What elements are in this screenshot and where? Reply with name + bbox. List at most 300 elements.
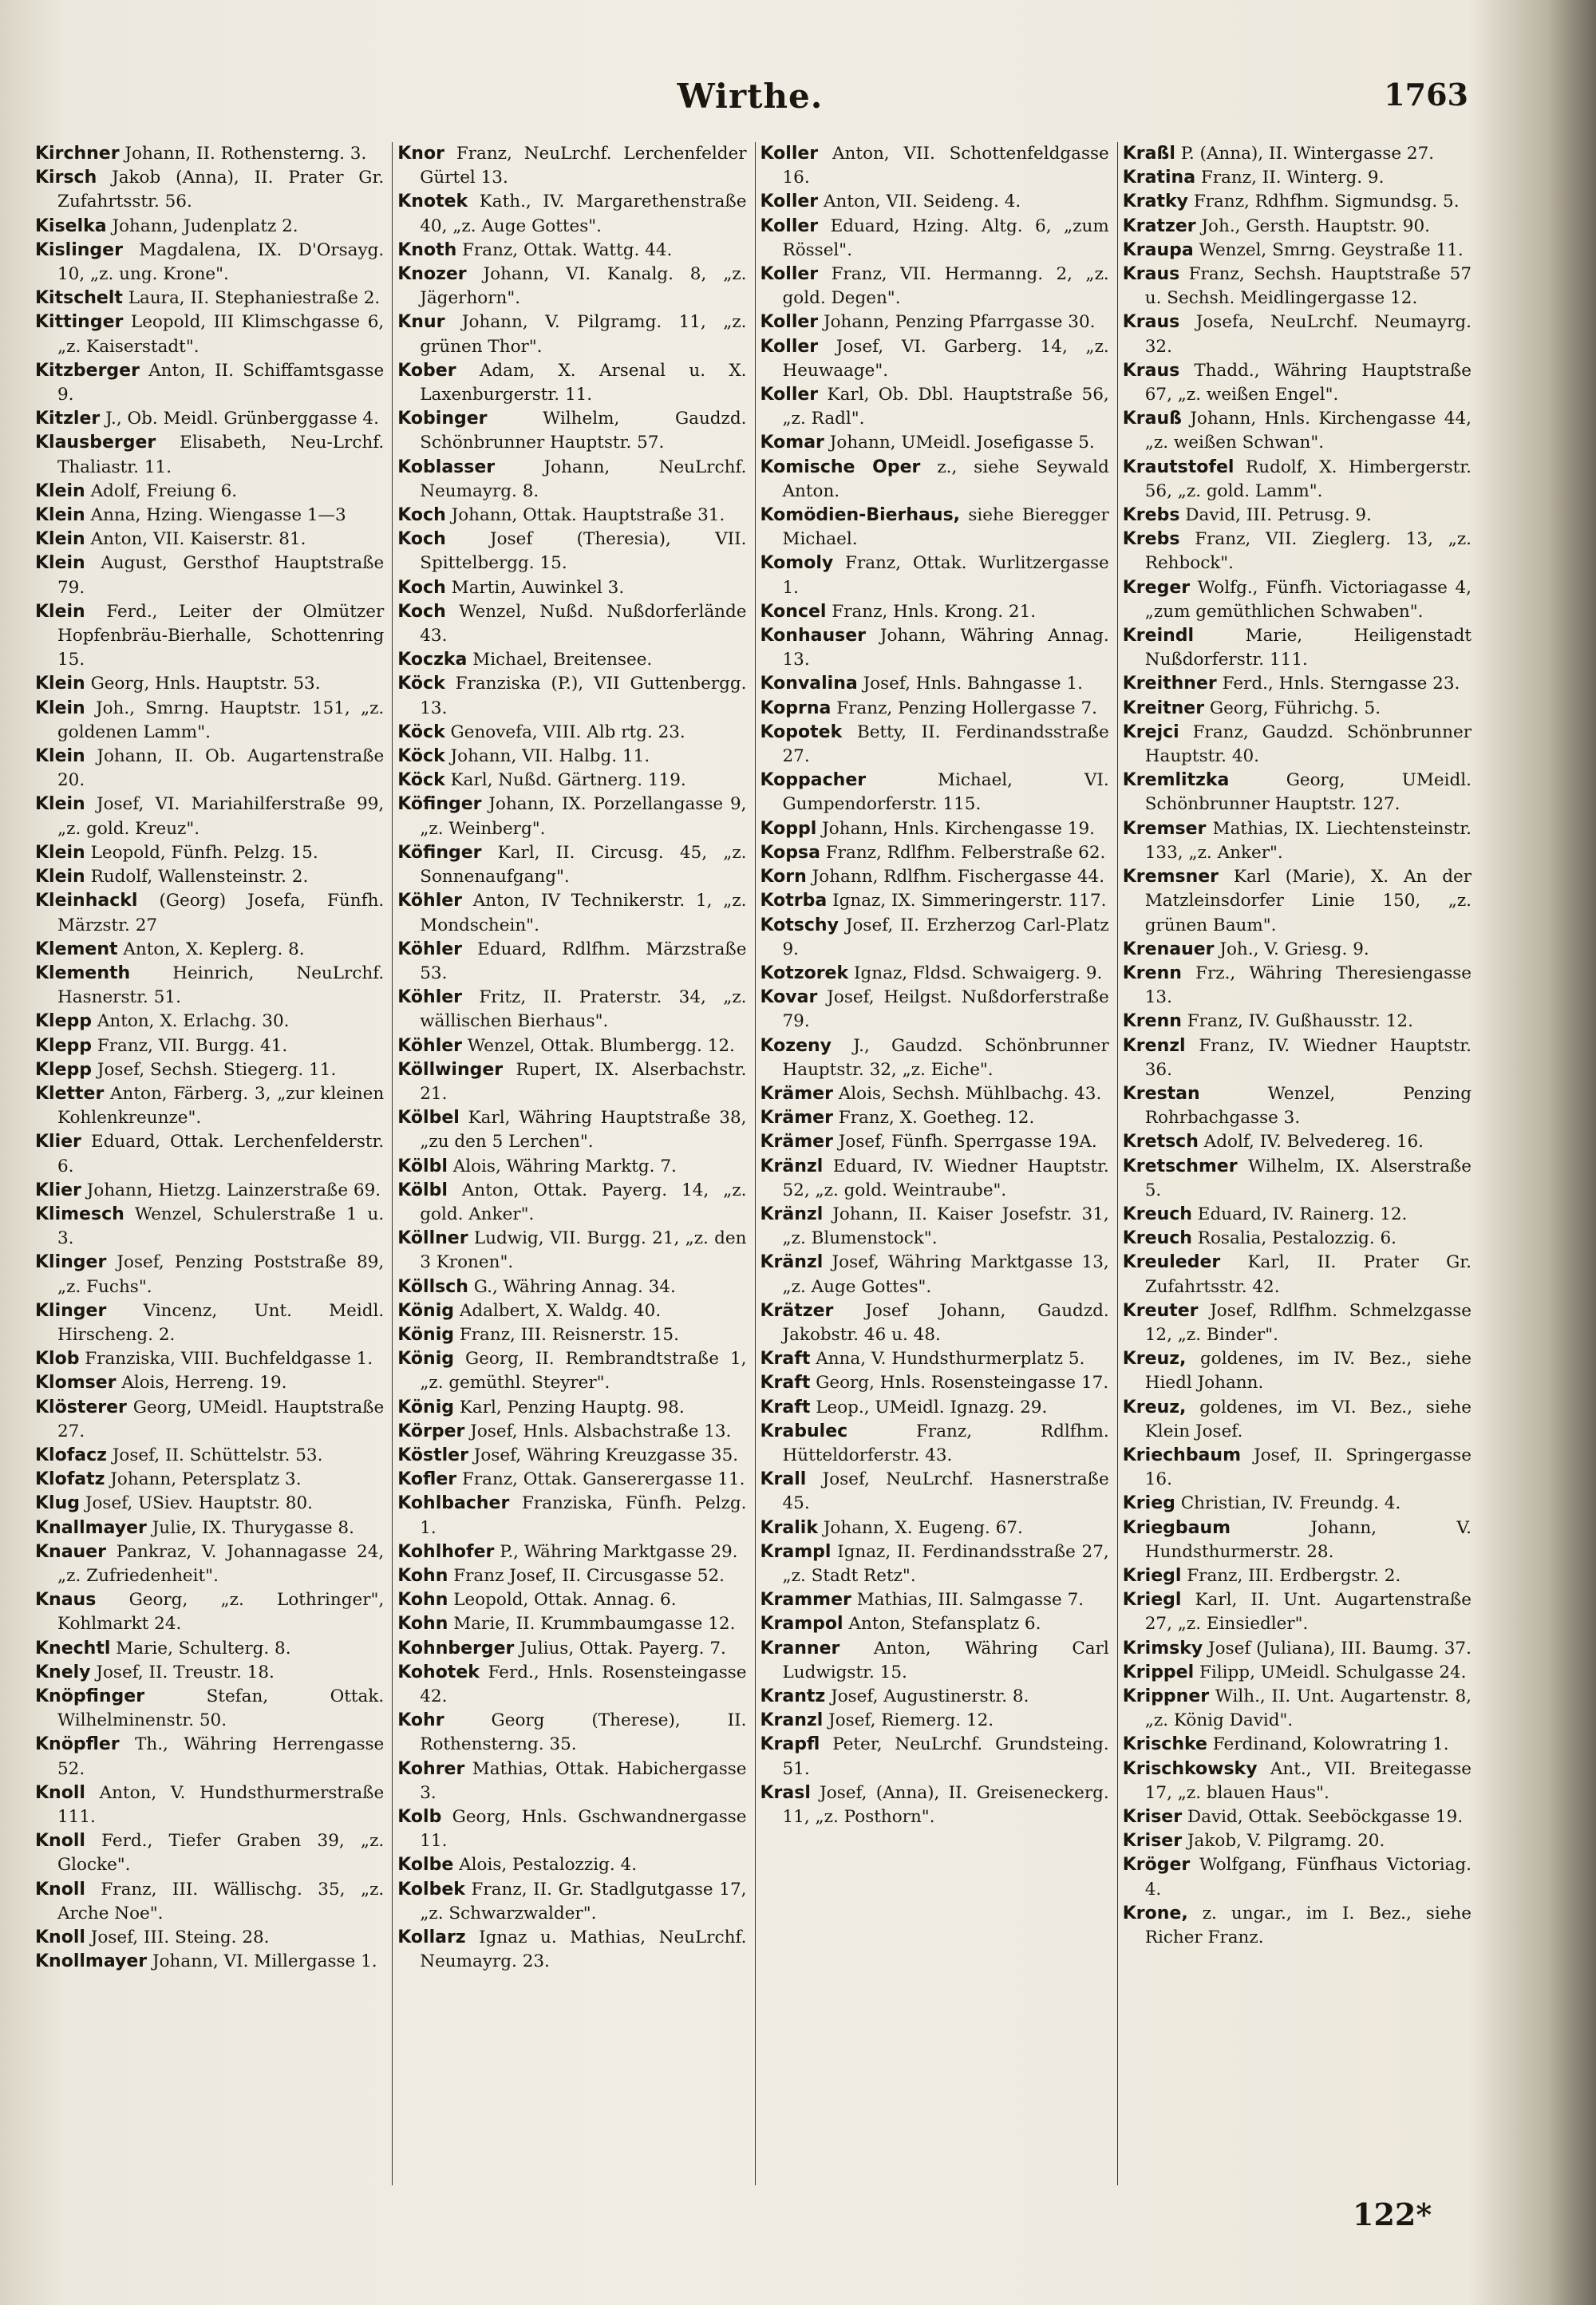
- entry-name: Knur: [397, 312, 445, 333]
- entry-name: Komoly: [760, 553, 834, 574]
- entry-details: Eduard, IV. Rainerg. 12.: [1197, 1204, 1408, 1224]
- entry-name: Kranner: [760, 1638, 840, 1659]
- directory-entry: [35, 793, 384, 840]
- entry-details: Franz, X. Goetheg. 12.: [838, 1108, 1035, 1129]
- entry-details: Johann, NeuLrchf. Neumayrg. 8.: [420, 457, 747, 501]
- entry-details: Anton, VII. Schottenfeldgasse 16.: [782, 144, 1109, 188]
- directory-entry: [397, 1637, 746, 1661]
- directory-entry: [760, 310, 1109, 334]
- entry-name: Krantz: [760, 1686, 826, 1706]
- directory-entry: [397, 745, 746, 769]
- entry-details: Ferd., Leiter der Olmützer Hopfenbräu-Bierhalle, Schottenring 15.: [57, 601, 385, 670]
- directory-entry: [1123, 528, 1472, 575]
- entry-details: Josef, Sechsh. Stiegerg. 11.: [97, 1059, 337, 1080]
- entry-name: Kraft: [760, 1373, 811, 1394]
- directory-entry: [397, 769, 746, 793]
- entry-name: Klob: [35, 1349, 80, 1370]
- directory-entry: [760, 1612, 1109, 1636]
- directory-entry: [35, 166, 384, 214]
- directory-entry: [397, 239, 746, 263]
- entry-name: Klein: [35, 505, 85, 526]
- entry-details: Julius, Ottak. Payerg. 7.: [519, 1638, 726, 1659]
- entry-details: Eduard, Rdlfhm. Märzstraße 53.: [420, 939, 747, 983]
- entry-name: König: [397, 1397, 454, 1417]
- directory-entry: [397, 793, 746, 840]
- entry-name: Knoth: [397, 239, 457, 260]
- entry-name: Koch: [397, 529, 446, 550]
- entry-details: Jakob, V. Pilgramg. 20.: [1187, 1831, 1385, 1852]
- entry-details: z., siehe Seywald Anton.: [782, 457, 1109, 501]
- directory-entry: [35, 1492, 384, 1516]
- entry-details: Franz, Hnls. Krong. 21.: [832, 601, 1037, 622]
- entry-name: Kolbe: [397, 1855, 454, 1876]
- directory-entry: [1123, 1347, 1472, 1395]
- entry-name: König: [397, 1349, 454, 1370]
- entry-name: Klementh: [35, 963, 131, 983]
- entry-name: Kohrer: [397, 1758, 465, 1779]
- entry-name: Komödien-Bierhaus,: [760, 505, 961, 526]
- entry-name: Kölbl: [397, 1156, 448, 1176]
- directory-entry: [760, 456, 1109, 504]
- entry-details: Johann, Hnls. Kirchengasse 44, „z. weißen Schwan".: [1144, 409, 1472, 453]
- entry-details: Stefan, Ottak. Wilhelminenstr. 50.: [57, 1686, 385, 1731]
- entry-name: Kriser: [1122, 1807, 1183, 1828]
- entry-name: Klein: [35, 867, 85, 888]
- entry-details: Franz, Ottak. Ganserergasse 11.: [461, 1469, 745, 1490]
- entry-details: Josef, Hnls. Alsbachstraße 13.: [470, 1421, 732, 1441]
- entry-name: Köhler: [397, 987, 462, 1008]
- entry-details: Johann, VI. Millergasse 1.: [152, 1951, 377, 1972]
- directory-entry: [35, 1082, 384, 1130]
- directory-entry: [760, 1371, 1109, 1395]
- entry-name: Körper: [397, 1421, 465, 1441]
- entry-name: Koller: [760, 144, 819, 164]
- entry-name: Klepp: [35, 1059, 93, 1080]
- directory-entry: [397, 1444, 746, 1468]
- entry-details: Josef Johann, Gaudzd. Jakobstr. 46 u. 48.: [782, 1300, 1109, 1345]
- entry-details: Georg, Hnls. Hauptstr. 53.: [90, 674, 321, 694]
- entry-details: Josef, II. Springergasse 16.: [1144, 1445, 1472, 1490]
- entry-details: Franz Josef, II. Circusgasse 52.: [453, 1565, 725, 1586]
- directory-entry: [397, 1275, 746, 1299]
- entry-details: Alois, Sechsh. Mühlbachg. 43.: [838, 1083, 1102, 1104]
- entry-name: Klepp: [35, 1035, 93, 1056]
- entry-name: Klösterer: [35, 1397, 127, 1417]
- entry-details: Wilhelm, IX. Alserstraße 5.: [1144, 1156, 1472, 1200]
- directory-column: [392, 142, 746, 2185]
- entry-name: Kislinger: [35, 239, 123, 260]
- entry-name: Kreithner: [1122, 674, 1217, 694]
- entry-details: Josef, II. Erzherzog Carl-Platz 9.: [782, 915, 1109, 959]
- entry-name: Koppacher: [760, 770, 867, 791]
- entry-details: z. ungar., im I. Bez., siehe Richer Franz.: [1144, 1903, 1472, 1948]
- entry-name: Kraus: [1122, 264, 1180, 285]
- entry-details: Johann, Petersplatz 3.: [110, 1469, 302, 1490]
- directory-entry: [760, 1034, 1109, 1082]
- page-number: 1763: [1384, 77, 1468, 113]
- entry-name: Koller: [760, 215, 819, 236]
- entry-details: Josef, Rdlfhm. Schmelzgasse 12, „z. Binder".: [1144, 1300, 1472, 1345]
- entry-details: Franz, Ottak. Wattg. 44.: [462, 239, 673, 260]
- entry-details: Franz, II. Winterg. 9.: [1200, 168, 1385, 188]
- directory-entry: [35, 1034, 384, 1058]
- entry-name: Koller: [760, 264, 819, 285]
- directory-entry: [397, 1492, 746, 1540]
- directory-entry: [35, 1010, 384, 1034]
- directory-column: [1117, 142, 1472, 2185]
- entry-name: Köck: [397, 674, 445, 694]
- entry-name: Koczka: [397, 650, 468, 670]
- directory-entry: [1123, 1299, 1472, 1347]
- directory-entry: [1123, 166, 1472, 190]
- directory-entry: [397, 1034, 746, 1058]
- directory-entry: [35, 1685, 384, 1733]
- entry-name: Kreuch: [1122, 1204, 1192, 1224]
- entry-name: Kölbel: [397, 1108, 460, 1129]
- entry-details: Eduard, Ottak. Lerchenfelderstr. 6.: [57, 1132, 385, 1176]
- directory-entry: [397, 1323, 746, 1347]
- entry-name: Kitzler: [35, 409, 101, 429]
- entry-name: Kraus: [1122, 312, 1180, 333]
- entry-name: Kränzl: [760, 1156, 824, 1176]
- entry-details: Michael, Breitensee.: [472, 650, 653, 670]
- directory-entry: [397, 1396, 746, 1420]
- directory-entry: [397, 1347, 746, 1395]
- directory-entry: [35, 1733, 384, 1781]
- entry-name: Koller: [760, 385, 819, 405]
- directory-entry: [760, 190, 1109, 214]
- directory-entry: [1123, 1203, 1472, 1227]
- directory-entry: [35, 672, 384, 696]
- entry-name: Koller: [760, 336, 819, 357]
- entry-details: Josefa, NeuLrchf. Neumayrg. 32.: [1144, 312, 1472, 357]
- directory-entry: [35, 310, 384, 358]
- entry-details: Ferd., Hnls. Rosensteingasse 42.: [420, 1662, 747, 1706]
- entry-details: Franz, Sechsh. Hauptstraße 57 u. Sechsh. Meidlingergasse 12.: [1144, 264, 1472, 309]
- entry-details: Johann, IX. Porzellangasse 9, „z. Weinberg".: [420, 794, 747, 839]
- entry-name: Klein: [35, 698, 85, 718]
- entry-details: Georg, Hnls. Gschwandnergasse 11.: [420, 1807, 747, 1852]
- entry-details: Anton, II. Schiffamtsgasse 9.: [57, 360, 385, 405]
- directory-entry: [35, 1130, 384, 1178]
- entry-name: Kranzl: [760, 1710, 824, 1731]
- entry-name: Klinger: [35, 1252, 107, 1273]
- directory-entry: [35, 745, 384, 793]
- entry-name: Kraft: [760, 1397, 811, 1417]
- directory-entry: [35, 938, 384, 962]
- directory-entry: [397, 600, 746, 648]
- directory-entry: [397, 1299, 746, 1323]
- entry-name: Krischkowsky: [1122, 1758, 1258, 1779]
- entry-details: Josef, Heilgst. Nußdorferstraße 79.: [782, 987, 1109, 1032]
- directory-entry: [35, 1661, 384, 1685]
- directory-entry: [397, 1709, 746, 1757]
- entry-name: Kraus: [1122, 360, 1180, 381]
- directory-entry: [35, 1878, 384, 1926]
- directory-entry: [35, 359, 384, 407]
- entry-details: J., Ob. Meidl. Grünberggasse 4.: [105, 409, 379, 429]
- entry-details: Ignaz, Fldsd. Schwaigerg. 9.: [853, 963, 1103, 983]
- entry-details: Anton, Währing Carl Ludwigstr. 15.: [782, 1638, 1109, 1682]
- entry-name: Kohn: [397, 1590, 448, 1611]
- directory-entry: [397, 1058, 746, 1106]
- entry-name: Kränzl: [760, 1204, 824, 1224]
- directory-entry: [1123, 1902, 1472, 1950]
- entry-details: Jakob (Anna), II. Prater Gr. Zufahrtsstr. 56.: [57, 168, 385, 212]
- entry-details: Franz, IV. Wiedner Hauptstr. 36.: [1144, 1035, 1472, 1080]
- directory-entry: [760, 889, 1109, 913]
- entry-name: Krätzer: [760, 1300, 834, 1321]
- entry-details: Franz, Rdhfhm. Sigmundsg. 5.: [1193, 192, 1460, 212]
- entry-name: Klement: [35, 939, 118, 959]
- directory-entry: [1123, 576, 1472, 624]
- directory-entry: [35, 407, 384, 431]
- entry-name: Komar: [760, 433, 824, 453]
- entry-name: Kraßl: [1122, 144, 1175, 164]
- entry-name: Kriser: [1122, 1831, 1183, 1852]
- directory-entry: [397, 310, 746, 358]
- directory-entry: [1123, 1853, 1472, 1901]
- directory-entry: [1123, 142, 1472, 166]
- entry-name: Klepp: [35, 1011, 93, 1032]
- directory-entry: [1123, 1492, 1472, 1516]
- entry-details: Johann, II. Rothensterng. 3.: [124, 144, 367, 164]
- directory-entry: [35, 1781, 384, 1829]
- entry-details: Adam, X. Arsenal u. X. Laxenburgerstr. 11.: [420, 360, 747, 405]
- entry-name: Knöpfinger: [35, 1686, 145, 1706]
- directory-entry: [760, 962, 1109, 986]
- directory-entry: [35, 865, 384, 889]
- entry-name: Kopsa: [760, 842, 820, 863]
- entry-name: Klein: [35, 674, 85, 694]
- entry-name: Kirsch: [35, 168, 97, 188]
- entry-name: Kreitner: [1122, 698, 1205, 718]
- entry-details: Ludwig, VII. Burgg. 21, „z. den 3 Kronen".: [420, 1228, 747, 1273]
- entry-name: Klausberger: [35, 433, 156, 453]
- entry-details: Leopold, III Klimschgasse 6, „z. Kaiserstadt".: [57, 312, 385, 357]
- directory-entry: [35, 142, 384, 166]
- entry-name: Koppl: [760, 818, 817, 839]
- directory-entry: [760, 1155, 1109, 1203]
- directory-entry: [35, 1179, 384, 1203]
- entry-details: goldenes, im VI. Bez., siehe Klein Josef.: [1144, 1397, 1472, 1441]
- entry-details: Georg, Hnls. Rosensteingasse 17.: [816, 1373, 1109, 1394]
- entry-name: Kletter: [35, 1083, 105, 1104]
- directory-column: [755, 142, 1109, 2185]
- entry-name: Kozeny: [760, 1035, 832, 1056]
- entry-name: Krämer: [760, 1108, 833, 1129]
- entry-name: Kohlbacher: [397, 1493, 510, 1514]
- entry-details: Johann, Penzing Pfarrgasse 30.: [823, 312, 1096, 333]
- entry-name: Kohn: [397, 1614, 448, 1635]
- entry-details: siehe Bieregger Michael.: [782, 505, 1109, 550]
- entry-name: Krautstofel: [1122, 457, 1235, 477]
- directory-entry: [1123, 407, 1472, 455]
- entry-name: Kreuleder: [1122, 1252, 1221, 1273]
- directory-entry: [35, 1637, 384, 1661]
- entry-details: P., Währing Marktgasse 29.: [500, 1541, 738, 1562]
- entry-name: Kreindl: [1122, 626, 1195, 646]
- entry-name: Krejci: [1122, 722, 1179, 742]
- entry-name: Krapfl: [760, 1734, 820, 1755]
- directory-entry: [397, 1878, 746, 1926]
- entry-details: Wilh., II. Unt. Augartenstr. 8, „z. König David".: [1144, 1686, 1472, 1731]
- entry-details: Adolf, IV. Belvedereg. 16.: [1203, 1132, 1424, 1152]
- directory-entry: [397, 1468, 746, 1492]
- entry-details: Josef, II. Schüttelstr. 53.: [112, 1445, 323, 1465]
- entry-name: Krall: [760, 1469, 807, 1490]
- entry-details: Franz, Gaudzd. Schönbrunner Hauptstr. 40.: [1144, 722, 1472, 767]
- entry-details: Rupert, IX. Alserbachstr. 21.: [420, 1059, 747, 1104]
- entry-name: Köllner: [397, 1228, 468, 1249]
- directory-entry: [1123, 1733, 1472, 1757]
- entry-name: Krippner: [1122, 1686, 1210, 1706]
- entry-details: Johann, V. Pilgramg. 11, „z. grünen Thor".: [420, 312, 747, 357]
- directory-entry: [760, 986, 1109, 1034]
- entry-name: Klein: [35, 553, 85, 574]
- directory-entry: [35, 1203, 384, 1251]
- entry-details: Josef (Theresia), VII. Spittelbergg. 15.: [420, 529, 747, 574]
- entry-name: Kretsch: [1122, 1132, 1199, 1152]
- directory-entry: [35, 1540, 384, 1588]
- entry-details: Karl, Penzing Hauptg. 98.: [459, 1397, 685, 1417]
- entry-details: Franziska, VIII. Buchfeldgasse 1.: [85, 1349, 373, 1370]
- entry-details: Anton, X. Erlachg. 30.: [97, 1011, 290, 1032]
- entry-name: König: [397, 1324, 454, 1345]
- directory-entry: [397, 721, 746, 745]
- entry-name: Krampl: [760, 1541, 832, 1562]
- directory-entry: [760, 1299, 1109, 1347]
- entry-name: Kratzer: [1122, 215, 1196, 236]
- entry-name: Klein: [35, 529, 85, 550]
- directory-entry: [760, 672, 1109, 696]
- directory-entry: [760, 1396, 1109, 1420]
- directory-entry: [760, 1733, 1109, 1781]
- entry-name: Kirchner: [35, 144, 120, 164]
- directory-entry: [760, 552, 1109, 599]
- directory-entry: [760, 1709, 1109, 1733]
- directory-entry: [760, 769, 1109, 816]
- entry-details: Franz, VII. Burgg. 41.: [97, 1035, 288, 1056]
- entry-details: Karl, II. Unt. Augartenstraße 27, „z. Einsiedler".: [1144, 1590, 1472, 1635]
- entry-details: Josef, Währing Kreuzgasse 35.: [473, 1445, 739, 1465]
- entry-details: Wenzel, Smrng. Geystraße 11.: [1199, 239, 1464, 260]
- directory-entry: [760, 865, 1109, 889]
- directory-entry: [760, 1468, 1109, 1516]
- entry-name: Kreuz,: [1122, 1397, 1187, 1417]
- directory-entry: [35, 1926, 384, 1950]
- directory-entry: [1123, 456, 1472, 504]
- entry-name: Krimsky: [1122, 1638, 1203, 1659]
- entry-name: Komische Oper: [760, 457, 921, 477]
- directory-entry: [760, 1082, 1109, 1106]
- entry-details: Ignaz, IX. Simmeringerstr. 117.: [832, 891, 1107, 911]
- entry-name: Kohnberger: [397, 1638, 515, 1659]
- entry-details: J., Gaudzd. Schönbrunner Hauptstr. 32, „z. Eiche".: [782, 1035, 1109, 1080]
- entry-details: Anton, Stefansplatz 6.: [848, 1614, 1041, 1635]
- entry-details: Josef, II. Treustr. 18.: [96, 1662, 275, 1682]
- entry-name: Kovar: [760, 987, 818, 1008]
- entry-name: Krebs: [1122, 529, 1180, 550]
- entry-name: Kratky: [1122, 192, 1188, 212]
- entry-details: Franz, NeuLrchf. Lerchenfelder Gürtel 13.: [420, 144, 747, 188]
- directory-entry: [35, 1516, 384, 1540]
- entry-details: Johann, VI. Kanalg. 8, „z. Jägerhorn".: [420, 264, 747, 309]
- entry-name: Kreuter: [1122, 1300, 1199, 1321]
- page-header: [0, 77, 1500, 132]
- entry-details: Mathias, Ottak. Habichergasse 3.: [420, 1758, 747, 1803]
- entry-details: August, Gersthof Hauptstraße 79.: [57, 553, 385, 598]
- directory-entry: [397, 1564, 746, 1588]
- entry-details: Filipp, UMeidl. Schulgasse 24.: [1199, 1662, 1467, 1682]
- entry-details: Johann, Judenplatz 2.: [112, 215, 298, 236]
- entry-details: Elisabeth, Neu-Lrchf. Thaliastr. 11.: [57, 433, 385, 477]
- directory-entry: [760, 335, 1109, 383]
- entry-details: Josef, Penzing Poststraße 89, „z. Fuchs".: [57, 1252, 385, 1297]
- directory-entry: [1123, 359, 1472, 407]
- directory-entry: [397, 456, 746, 504]
- entry-name: Kreuz,: [1122, 1349, 1187, 1370]
- entry-name: Knechtl: [35, 1638, 111, 1659]
- entry-name: Kohn: [397, 1565, 448, 1586]
- entry-name: Klein: [35, 842, 85, 863]
- entry-name: Klein: [35, 794, 85, 815]
- entry-name: Kriegl: [1122, 1590, 1182, 1611]
- entry-name: Knoll: [35, 1879, 85, 1900]
- entry-details: David, III. Petrusg. 9.: [1185, 505, 1372, 526]
- entry-name: Kröger: [1122, 1855, 1191, 1876]
- entry-name: Korn: [760, 867, 807, 888]
- entry-name: Kofler: [397, 1469, 457, 1490]
- directory-entry: [1123, 1130, 1472, 1154]
- entry-name: Klier: [35, 1132, 81, 1152]
- entry-details: Franz, III. Reisnerstr. 15.: [459, 1324, 679, 1345]
- entry-details: Leop., UMeidl. Ignazg. 29.: [816, 1397, 1048, 1417]
- entry-details: Josef, (Anna), II. Greiseneckerg. 11, „z. Posthorn".: [782, 1782, 1109, 1828]
- directory-entry: [397, 1155, 746, 1179]
- directory-entry: [760, 1781, 1109, 1829]
- entry-name: Krenauer: [1122, 939, 1215, 959]
- entry-details: Vincenz, Unt. Meidl. Hirscheng. 2.: [57, 1300, 385, 1345]
- directory-entry: [1123, 504, 1472, 528]
- entry-details: Mathias, III. Salmgasse 7.: [856, 1590, 1084, 1611]
- directory-entry: [1123, 1588, 1472, 1636]
- directory-entry: [760, 600, 1109, 624]
- directory-entry: [35, 841, 384, 865]
- entry-name: Kolbek: [397, 1879, 465, 1900]
- entry-details: Johann, Hnls. Kirchengasse 19.: [822, 818, 1095, 839]
- page-title: Wirthe.: [677, 77, 824, 116]
- entry-name: Krämer: [760, 1083, 833, 1104]
- entry-details: Leopold, Fünfh. Pelzg. 15.: [90, 842, 318, 863]
- directory-entry: [397, 263, 746, 310]
- directory-entry: [760, 1347, 1109, 1371]
- entry-name: Köhler: [397, 891, 462, 911]
- entry-details: Karl, Währing Hauptstraße 38, „zu den 5 Lerchen".: [420, 1108, 747, 1152]
- entry-details: Martin, Auwinkel 3.: [451, 577, 625, 598]
- entry-name: Klein: [35, 746, 85, 767]
- directory-entry: [35, 1251, 384, 1299]
- entry-name: Kollarz: [397, 1927, 466, 1948]
- entry-name: Krenn: [1122, 963, 1182, 983]
- entry-details: Wenzel, Schulerstraße 1 u. 3.: [57, 1204, 385, 1249]
- directory-entry: [397, 1106, 746, 1154]
- entry-details: Johann, Währing Annag. 13.: [782, 626, 1109, 670]
- entry-name: Krebs: [1122, 505, 1180, 526]
- entry-name: Klimesch: [35, 1204, 124, 1224]
- entry-details: Josef (Juliana), III. Baumg. 37.: [1208, 1638, 1472, 1659]
- entry-name: Kraft: [760, 1349, 811, 1370]
